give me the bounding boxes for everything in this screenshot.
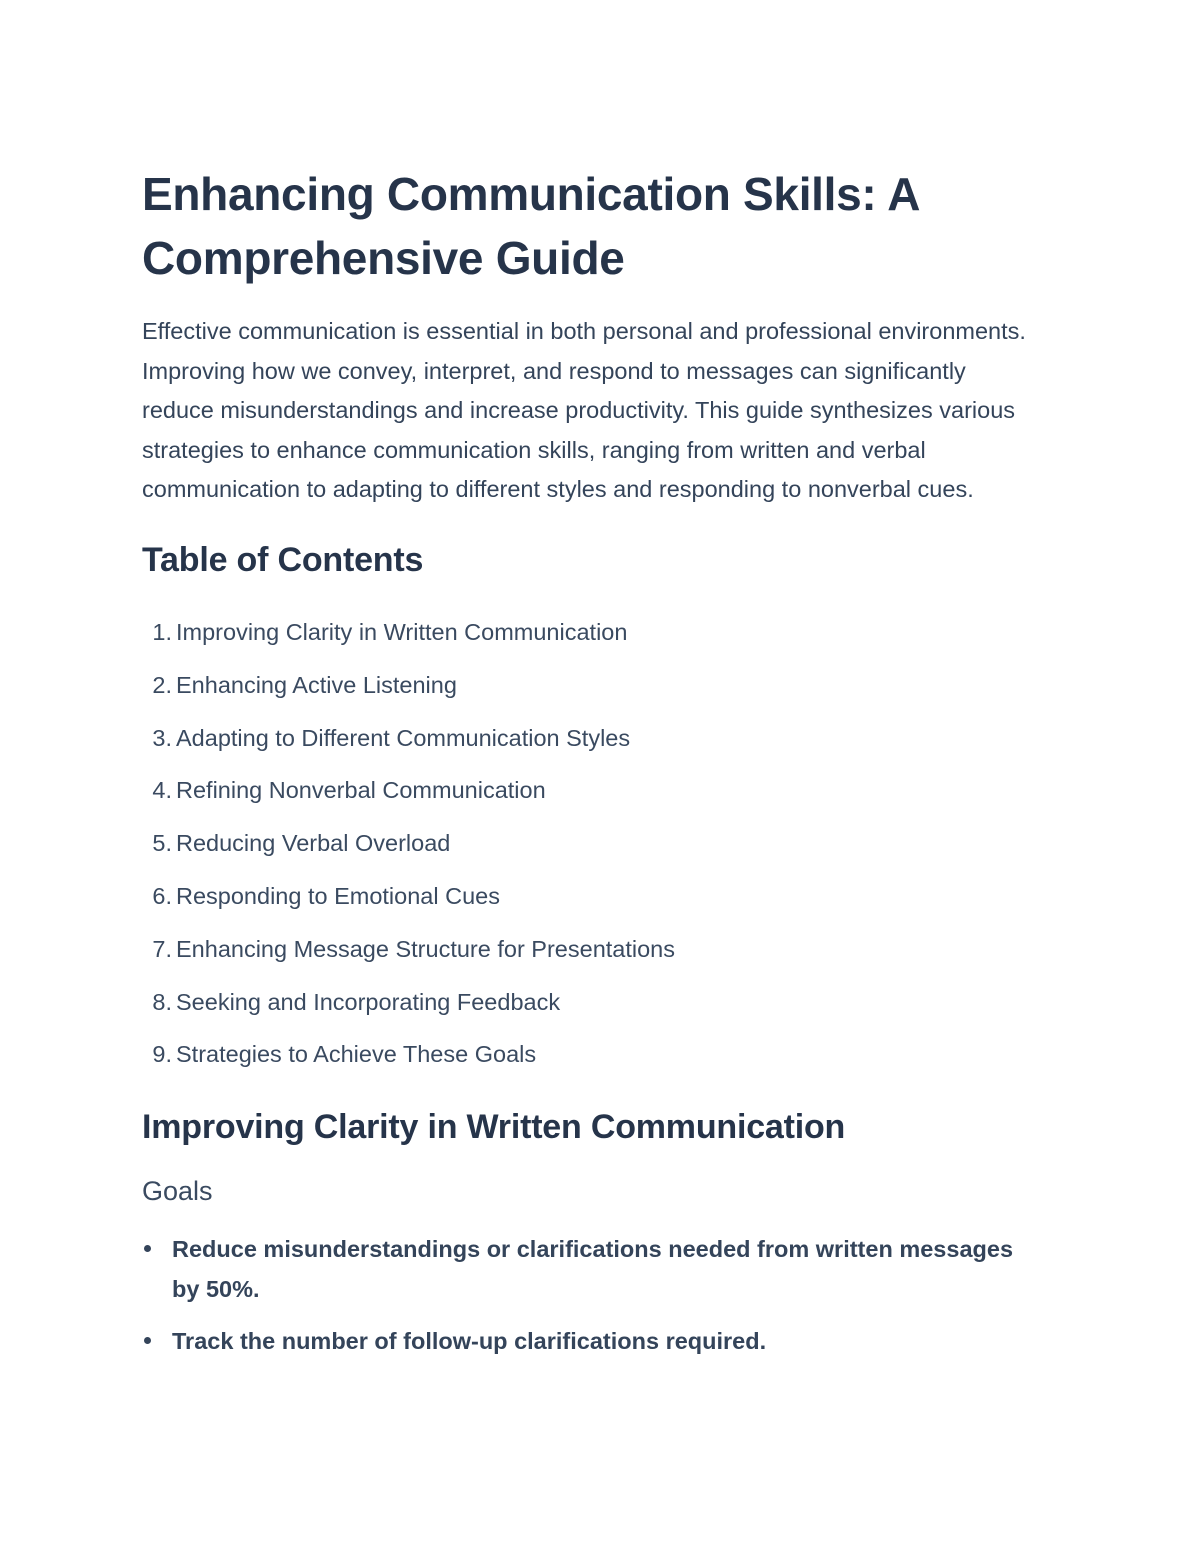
toc-item-number: 3. [152,724,172,751]
bullet-icon [144,1337,151,1344]
goal-text: Reduce misunderstandings or clarifications needed from written messages by 50%. [172,1236,1014,1303]
toc-item-label: Enhancing Message Structure for Presentations [176,935,675,962]
toc-item-number: 9. [152,1041,172,1068]
toc-item-label: Reducing Verbal Overload [176,830,451,857]
toc-item-number: 2. [152,671,172,698]
toc-item-number: 8. [152,988,172,1015]
bullet-icon [144,1245,151,1252]
toc-heading: Table of Contents [142,540,424,579]
toc-item-label: Refining Nonverbal Communication [176,777,546,804]
toc-item [142,659,1042,712]
toc-item-label: Responding to Emotional Cues [176,882,500,909]
goals-list [142,1229,1042,1361]
toc-item [142,764,1042,817]
toc-item-label: Strategies to Achieve These Goals [176,1041,537,1068]
toc-item-label: Improving Clarity in Written Communication [176,618,628,645]
document-page [142,162,1042,1373]
toc-item [142,606,1042,659]
toc-item-number: 5. [152,830,172,857]
toc-item [142,817,1042,870]
intro-paragraph: Effective communication is essential in both personal and professional environments. Improving how we convey, interpret, and respond to messages can significantly reduce misunderstandings and increase productivity. This guide synthesizes various strategies to enhance communication skills, ranging from written and verbal communication to adapting to different styles and responding to nonverbal cues. [142,318,1026,503]
goal-item [142,1229,1042,1309]
toc-item [142,923,1042,976]
goal-item [142,1321,1042,1361]
toc-item-number: 7. [152,935,172,962]
document-title: Enhancing Communication Skills: A Comprehensive Guide [142,168,919,284]
toc-item-number: 1. [152,618,172,645]
toc-item-number: 4. [152,777,172,804]
toc-item [142,712,1042,765]
goal-text: Track the number of follow-up clarifications required. [172,1328,767,1355]
table-of-contents [142,606,1042,1081]
section-heading: Improving Clarity in Written Communication [142,1108,846,1147]
toc-item-number: 6. [152,882,172,909]
toc-item-label: Adapting to Different Communication Styles [176,724,631,751]
toc-item-label: Enhancing Active Listening [176,671,457,698]
toc-item-label: Seeking and Incorporating Feedback [176,988,561,1015]
goals-subheading: Goals [142,1176,213,1207]
toc-item [142,1028,1042,1081]
toc-item [142,870,1042,923]
toc-item [142,976,1042,1029]
